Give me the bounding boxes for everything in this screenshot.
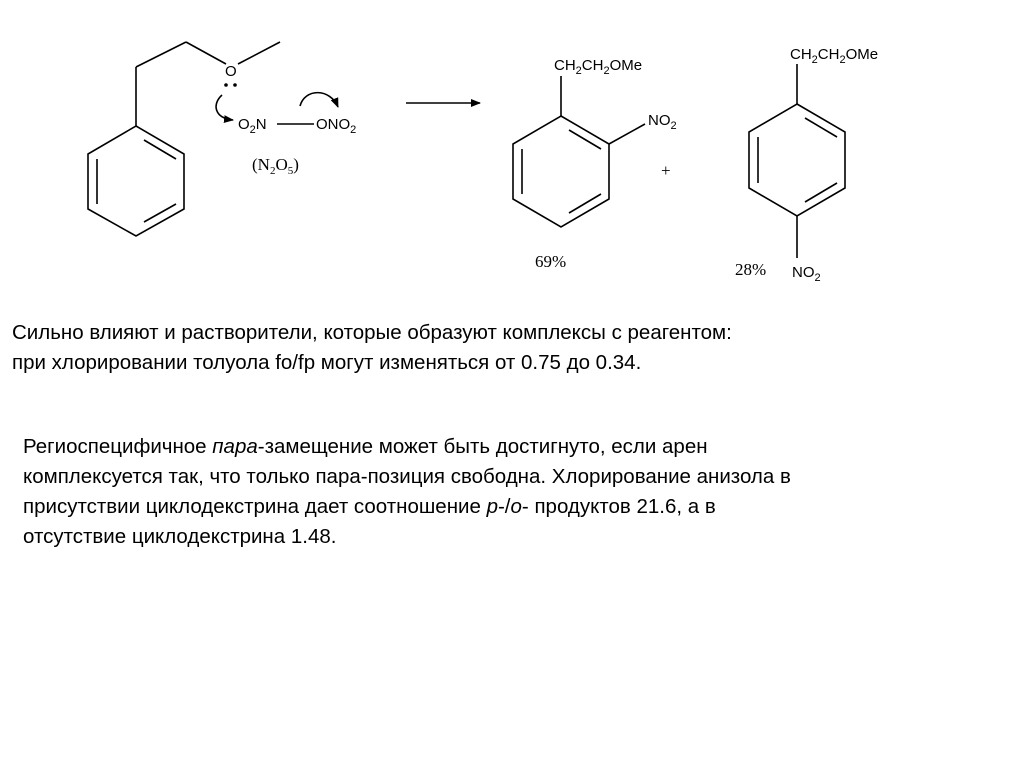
curved-arrow-leaving (300, 93, 338, 107)
n2o5-formula-label: $(N_2O_5)$ (252, 155, 299, 177)
solvent-paragraph-line-1: Сильно влияют и растворители, которые образуют комплексы с реагентом: (12, 321, 732, 344)
ortho-product-molecule (513, 76, 645, 227)
methyl-bond (238, 42, 280, 64)
para-benzene-ring (749, 104, 845, 216)
reactant-benzene-ring (88, 126, 184, 236)
regiospecific-line-3: присутствии циклодекстрина дает соотношение p-/o- продуктов 21.6, а в (23, 495, 716, 518)
para-yield-label: 28% (735, 260, 767, 279)
ortho-nitro-label: $NO_2$ (648, 112, 677, 132)
reactant-molecule (88, 42, 280, 236)
para-chain-label: $CH_2CH_2OMe$ (790, 46, 879, 66)
regiospecific-line-1: Региоспецифичное пара-замещение может быть достигнуто, если арен (23, 435, 708, 458)
solvent-effect-paragraph (12, 318, 1002, 378)
o2n-group-label: $O_2N$ (238, 116, 267, 136)
ortho-yield-label: 69% (535, 252, 567, 271)
curved-arrow-attack (216, 95, 233, 120)
regiospecific-line-4: отсутствие циклодекстрина 1.48. (23, 525, 337, 548)
ortho-chain-label: $CH_2CH_2OMe$ (554, 57, 643, 77)
ono2-group-label: $ONO_2$ (316, 116, 357, 136)
ortho-nitro-bond (609, 124, 645, 144)
solvent-paragraph-line-2: при хлорировании толуола fo/fp могут изменяться от 0.75 до 0.34. (12, 351, 642, 374)
ortho-benzene-ring (513, 116, 609, 227)
plus-sign: + (661, 161, 671, 180)
reaction-scheme (0, 0, 1024, 300)
lone-pair-dots (224, 83, 237, 87)
para-product-molecule (749, 64, 845, 258)
regiospecific-line-2: комплексуется так, что только пара-позиция свободна. Хлорирование анизола в (23, 465, 791, 488)
chain-bond-3 (186, 42, 226, 64)
chain-bond-2 (136, 42, 186, 67)
ether-oxygen-label: O (225, 63, 237, 80)
regiospecific-paragraph (23, 432, 1003, 552)
para-nitro-label: $NO_2$ (792, 264, 821, 284)
